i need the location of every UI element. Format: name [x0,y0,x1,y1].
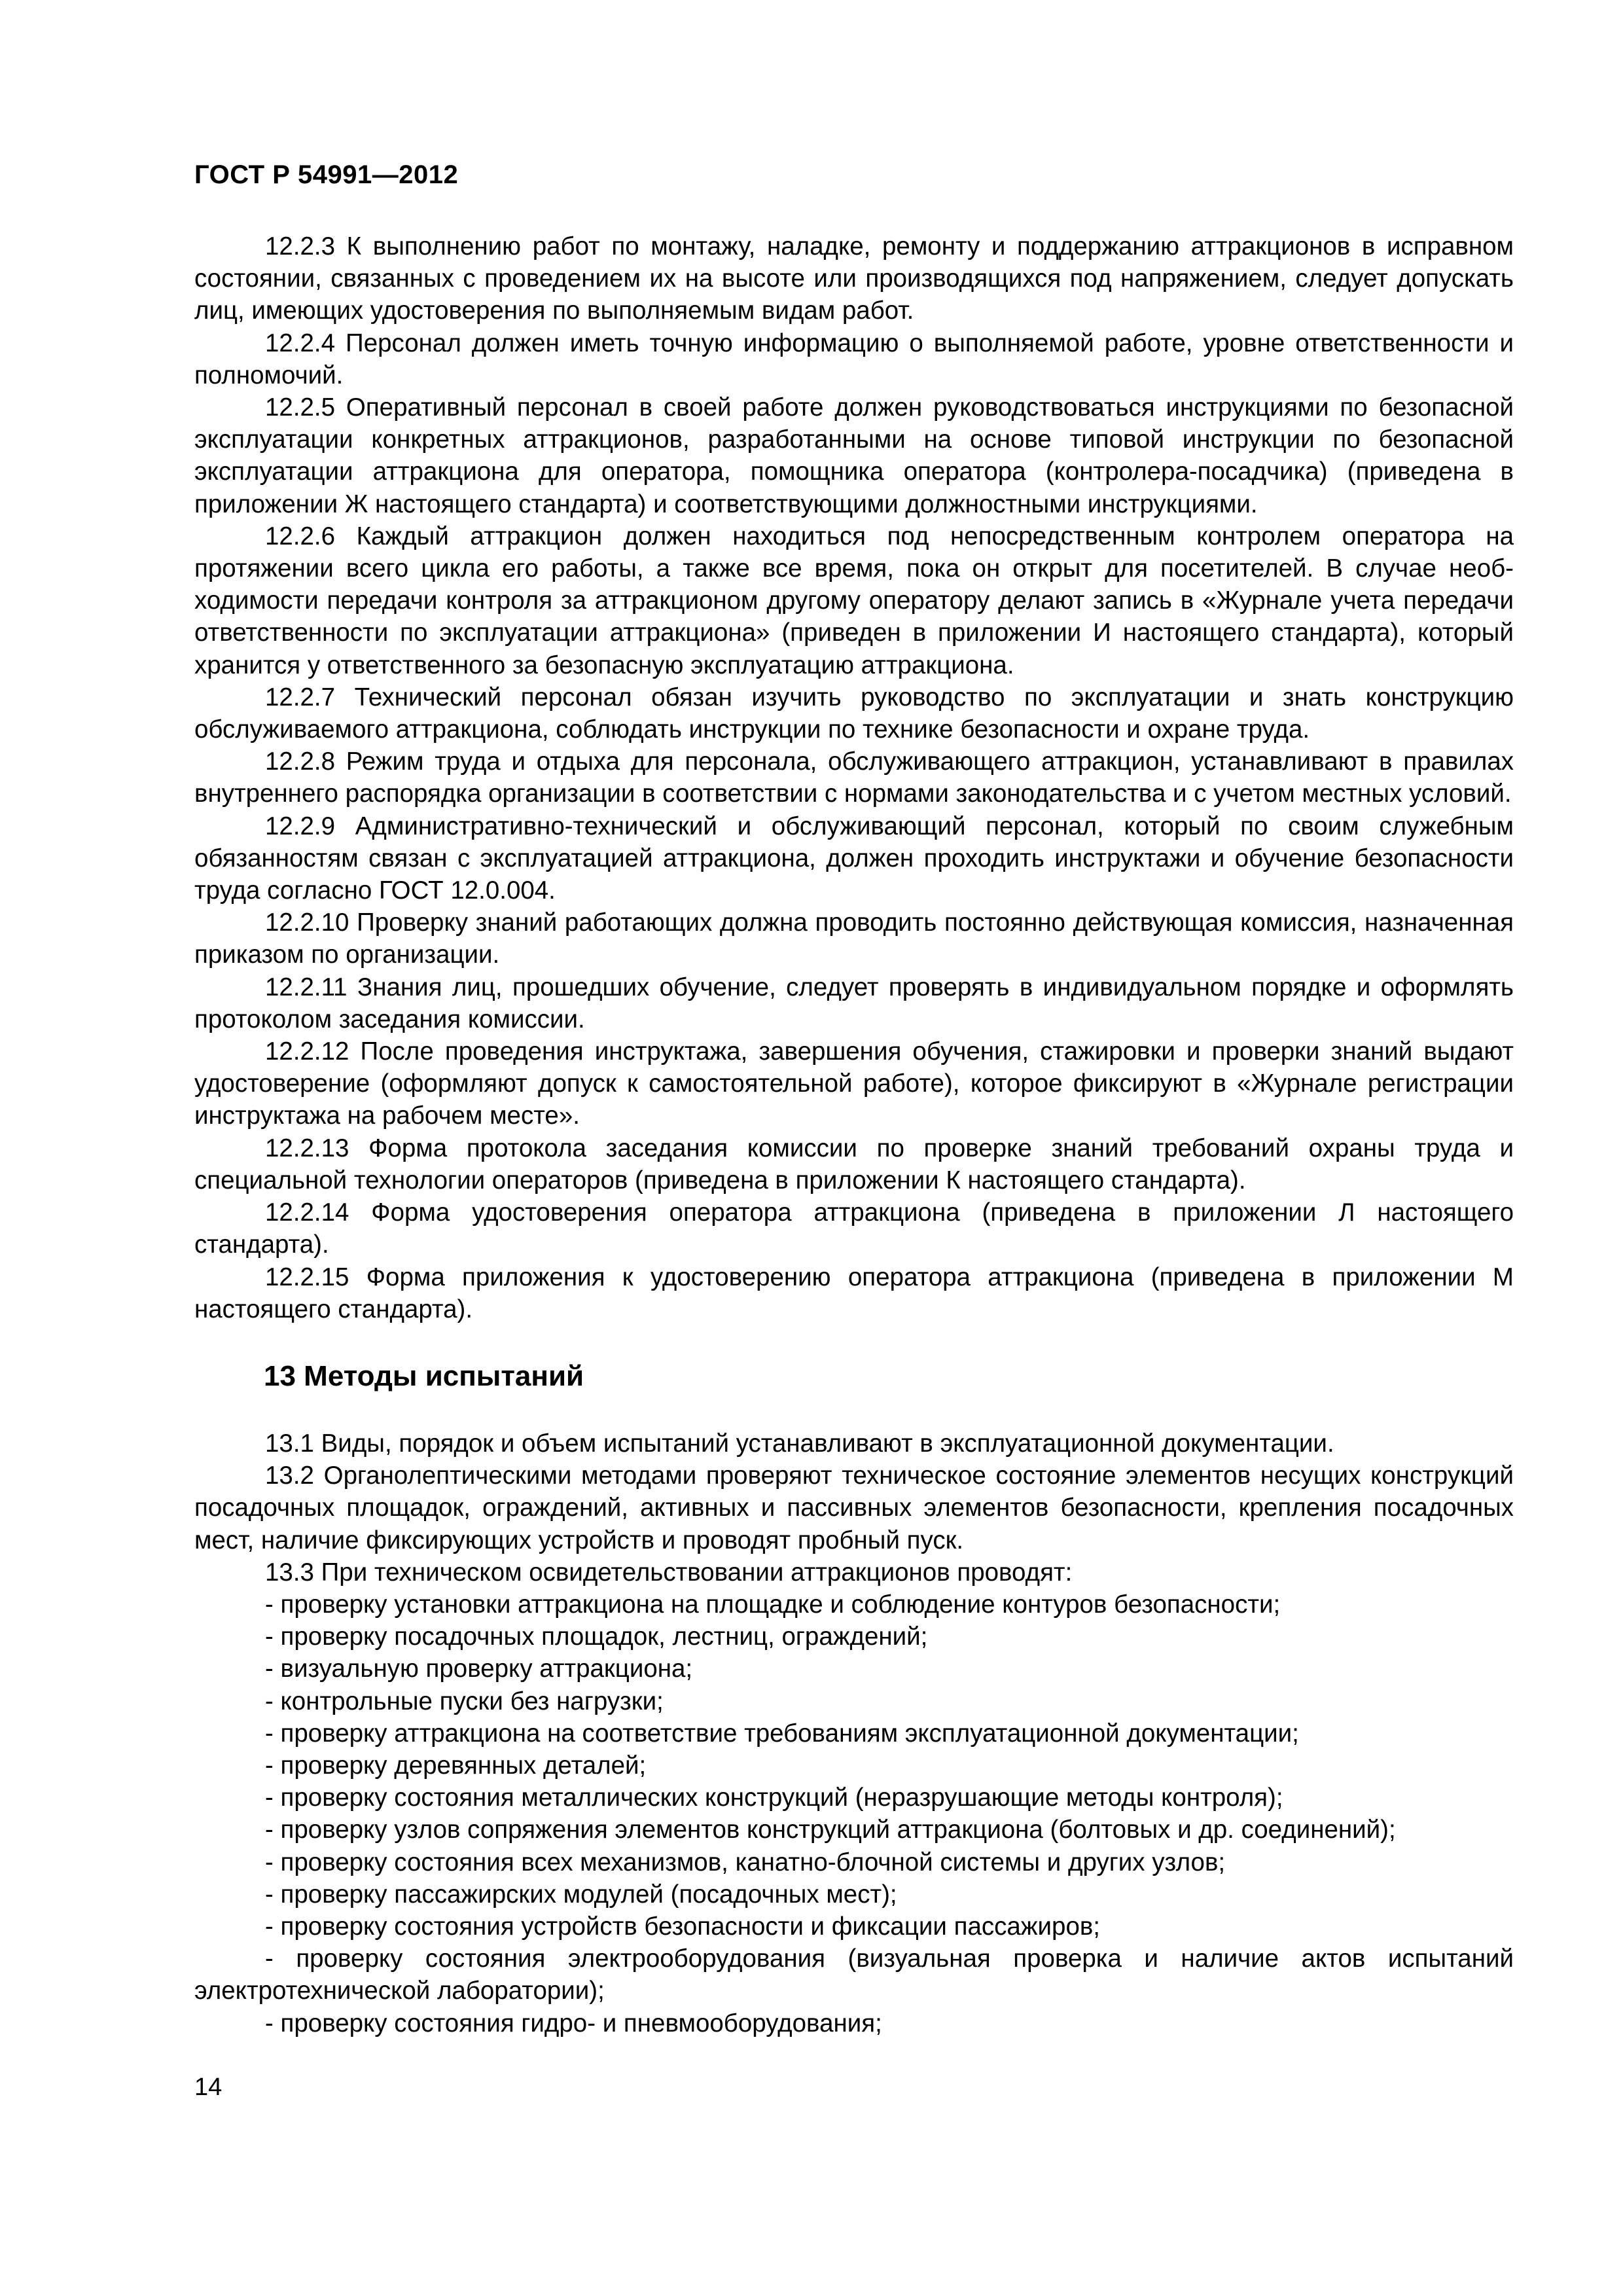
list-item: - проверку пассажирских модулей (посадочных мест); [265,1880,897,1909]
section-heading: 13 Методы испытаний [264,1359,584,1392]
paragraph-12-2-15: 12.2.15 Форма приложения к удостоверению оператора аттракциона (приведена в приложении М настоящего стандарта). [194,1263,1514,1323]
list-item: - проверку узлов сопряжения элементов конструкций аттракциона (болтовых и др. соединений); [265,1816,1396,1844]
paragraph-12-2-5: 12.2.5 Оперативный персонал в своей работе должен руководствоваться инструкциями по безопасной эксплуатации конкретных аттракционов, разработанными на основе типовой инструкции по безопасной эксплуатации аттракциона для оператора, помощника оператора (контролера-посадчика) (приведена в приложении Ж настоящего стандарта) и соответствующими должностными инструкциями. [194,393,1514,518]
paragraph-12-2-9: 12.2.9 Административно-технический и обслуживающий персонал, который по своим служебным обязанностям связан с эксплуатацией аттракциона, должен проходить инструктажи и обучение безопасности труда согласно ГОСТ 12.0.004. [194,812,1514,905]
page-number: 14 [194,2073,223,2101]
paragraph-13-1: 13.1 Виды, порядок и объем испытаний устанавливают в эксплуатационной документации. [265,1429,1334,1458]
paragraph-13-2: 13.2 Органолептическими методами проверяют техническое состояние элементов несущих конструкций посадочных площадок, ограждений, активных и пассивных элементов безопасности, крепления посадочных мест, наличие фиксирующих устройств и проводят пробный пуск. [194,1462,1514,1554]
paragraph-13-3: 13.3 При техническом освидетельствовании аттракционов проводят: [265,1558,1073,1587]
paragraph-12-2-10: 12.2.10 Проверку знаний работающих должна проводить постоянно действующая комиссия, назначенная приказом по организации. [194,908,1514,969]
list-item: - проверку установки аттракциона на площадке и соблюдение контуров безопасности; [265,1590,1281,1619]
list-item: - визуальную проверку аттракциона; [265,1655,693,1683]
document-body [194,230,1514,2039]
paragraph-12-2-12: 12.2.12 После проведения инструктажа, завершения обучения, стажировки и проверки знаний выдают удостоверение (оформляют допуск к самостоятельной работе), которое фиксируют в «Журнале регистрации инструктажа на рабочем месте». [194,1037,1514,1130]
paragraph-12-2-4: 12.2.4 Персонал должен иметь точную информацию о выполняемой работе, уровне ответственности и полномочий. [194,329,1514,389]
list-item: - проверку состояния всех механизмов, канатно-блочной системы и других узлов; [265,1848,1226,1876]
paragraph-12-2-11: 12.2.11 Знания лиц, прошедших обучение, следует проверять в индивидуальном порядке и оформлять протоколом заседания комиссии. [194,973,1514,1033]
list-item: - проверку деревянных деталей; [265,1751,647,1780]
list-item: - проверку состояния металлических конструкций (неразрушающие методы контроля); [265,1784,1283,1812]
list-item: - проверку аттракциона на соответствие требованиям эксплуатационной документации; [265,1719,1299,1748]
list-item: - проверку состояния электрооборудования (визуальная проверка и наличие актов испытаний электротехнической лаборатории); [194,1945,1514,2005]
paragraph-12-2-3: 12.2.3 К выполнению работ по монтажу, наладке, ремонту и поддержанию аттракционов в исправном состоянии, связанных с проведением их на высоте или производящихся под напряжением, следует допускать лиц, имеющих удостоверения по выполняемым видам работ. [194,232,1514,325]
list-item: - контрольные пуски без нагрузки; [265,1687,664,1715]
list-item: - проверку состояния гидро- и пневмооборудования; [265,2009,882,2037]
list-item: - проверку посадочных площадок, лестниц, ограждений; [265,1623,928,1651]
paragraph-12-2-6: 12.2.6 Каждый аттракцион должен находиться под непосредственным контролем оператора на протяжении всего цикла его работы, а также все время, пока он открыт для посетителей. В случае необходимости передачи контроля за аттракционом другому оператору делают запись в «Журнале учета передачи ответственности по эксплуатации аттракциона» (приведен в приложении И настоящего стандарта), который хранится у ответственного за безопасную эксплуатацию аттракциона. [194,522,1514,679]
paragraph-12-2-14: 12.2.14 Форма удостоверения оператора аттракциона (приведена в приложении Л настоящего стандарта). [194,1198,1514,1259]
paragraph-12-2-8: 12.2.8 Режим труда и отдыха для персонала, обслуживающего аттракцион, устанавливают в правилах внутреннего распорядка организации в соответствии с нормами законодательства и с учетом местных условий. [194,747,1514,808]
paragraph-12-2-7: 12.2.7 Технический персонал обязан изучить руководство по эксплуатации и знать конструкцию обслуживаемого аттракциона, соблюдать инструкции по технике безопасности и охране труда. [194,683,1514,744]
list-item: - проверку состояния устройств безопасности и фиксации пассажиров; [265,1912,1101,1941]
paragraph-12-2-13: 12.2.13 Форма протокола заседания комиссии по проверке знаний требований охраны труда и специальной технологии операторов (приведена в приложении К настоящего стандарта). [194,1134,1514,1194]
document-header: ГОСТ Р 54991—2012 [194,160,459,189]
